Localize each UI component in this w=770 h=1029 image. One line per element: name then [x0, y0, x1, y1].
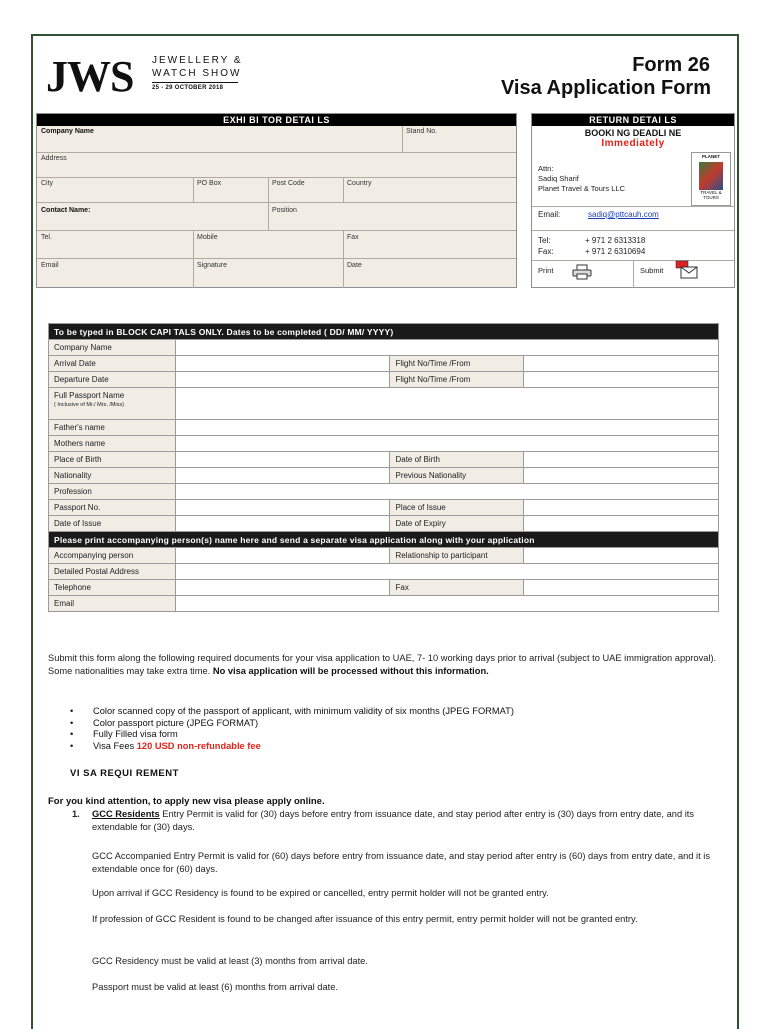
logo-divider: [152, 82, 238, 83]
position-field[interactable]: Position: [272, 207, 297, 214]
row-divider: [37, 152, 516, 153]
form-title: Visa Application Form: [500, 77, 711, 99]
printer-icon: [572, 264, 592, 280]
exhibitor-details-panel: [36, 113, 517, 288]
company-name-field[interactable]: Company Name: [41, 128, 94, 135]
list-item: [70, 741, 514, 753]
contact-name-field[interactable]: Contact Name:: [41, 207, 91, 214]
tel-field[interactable]: Tel.: [41, 234, 52, 241]
passport-validity-text: Passport must be valid at least (6) months from arrival date.: [92, 982, 338, 992]
planet-logo-art: [699, 162, 723, 190]
return-email-link[interactable]: sadiq@pttcauh.com: [588, 210, 659, 219]
list-item: • Color passport picture (JPEG FORMAT): [70, 718, 514, 730]
email-label: Email:: [538, 210, 561, 219]
departure-date-label: Departure Date: [49, 372, 176, 388]
submission-text: Submit this form along the following required documents for your visa application to UAE, 7- 10 working days prior to arrival (subject to UAE immigration approval). Some nationalities may take extra time.: [48, 653, 717, 676]
gcc-residents-body: Entry Permit is valid for (30) days before entry from issuance date, and stay period after entry is (30) days from entry date, and its extendable for (30) days.: [92, 809, 694, 832]
planet-logo-bottom: TRAVEL & TOURS: [700, 190, 722, 200]
attn-person: Sadiq Sharif: [538, 174, 579, 183]
gcc-residents-text: [72, 808, 722, 833]
relationship-input[interactable]: [524, 548, 719, 564]
attention-block: [538, 164, 625, 194]
pdf-mail-icon: [674, 260, 700, 280]
date-of-birth-label: Date of Birth: [390, 452, 524, 468]
form-number: Form 26: [632, 54, 710, 76]
postal-address-label: Detailed Postal Address: [49, 564, 176, 580]
mobile-field[interactable]: Mobile: [197, 234, 218, 241]
passport-no-input[interactable]: [175, 500, 390, 516]
country-field[interactable]: Country: [347, 180, 372, 187]
date-of-birth-input[interactable]: [524, 452, 719, 468]
col-divider: [193, 230, 194, 288]
post-code-field[interactable]: Post Code: [272, 180, 305, 187]
telephone-input[interactable]: [175, 580, 390, 596]
company-name-label: Company Name: [49, 340, 176, 356]
item-number: 1.: [72, 809, 80, 819]
residency-validity-text: GCC Residency must be valid at least (3) months from arrival date.: [92, 956, 368, 966]
fax-value: + 971 2 6310694: [585, 247, 646, 256]
return-details-panel: [531, 113, 735, 288]
previous-nationality-label: Previous Nationality: [390, 468, 524, 484]
visa-application-table: [48, 323, 719, 612]
previous-nationality-input[interactable]: [524, 468, 719, 484]
address-field[interactable]: Address: [41, 155, 67, 162]
table-header-accompanying: Please print accompanying person(s) name here and send a separate visa application along with your application: [49, 532, 719, 548]
passport-no-label: Passport No.: [49, 500, 176, 516]
arrival-flight-input[interactable]: [524, 356, 719, 372]
telephone-label: Telephone: [49, 580, 176, 596]
attention-line: For you kind attention, to apply new visa please apply online.: [48, 796, 325, 807]
mothers-name-label: Mothers name: [49, 436, 176, 452]
logo-line-1: JEWELLERY &: [152, 55, 243, 66]
departure-flight-input[interactable]: [524, 372, 719, 388]
full-passport-name-label: [49, 388, 176, 420]
email-input[interactable]: [175, 596, 718, 612]
required-documents-list: [70, 706, 514, 752]
table-header-instructions: To be typed in BLOCK CAPI TALS ONLY. Dates to be completed ( DD/ MM/ YYYY): [49, 324, 719, 340]
arrival-flight-label: Flight No/Time /From: [390, 356, 524, 372]
place-of-birth-input[interactable]: [175, 452, 390, 468]
place-of-birth-label: Place of Birth: [49, 452, 176, 468]
fees-value: 120 USD non-refundable fee: [136, 740, 261, 751]
date-of-expiry-label: Date of Expiry: [390, 516, 524, 532]
accompanying-person-label: Accompanying person: [49, 548, 176, 564]
nationality-input[interactable]: [175, 468, 390, 484]
logo-dates: 25 - 29 OCTOBER 2018: [152, 85, 224, 91]
list-item: • Color scanned copy of the passport of applicant, with minimum validity of six months (JPEG FORMAT): [70, 706, 514, 718]
stand-no-field[interactable]: Stand No.: [406, 128, 438, 135]
planet-travel-logo: [691, 152, 731, 206]
po-box-field[interactable]: PO Box: [197, 180, 222, 187]
fax-input[interactable]: [524, 580, 719, 596]
row-divider: [37, 258, 516, 259]
arrival-date-label: Arrival Date: [49, 356, 176, 372]
date-of-expiry-input[interactable]: [524, 516, 719, 532]
full-passport-name-input[interactable]: [175, 388, 718, 420]
date-field[interactable]: Date: [347, 262, 362, 269]
col-divider: [633, 260, 634, 288]
submit-button[interactable]: [640, 266, 663, 275]
return-details-title: RETURN DETAI LS: [532, 114, 734, 126]
tel-label: Tel:: [538, 236, 551, 245]
attn-label: Attn:: [538, 164, 554, 173]
col-divider: [402, 126, 403, 152]
date-of-issue-input[interactable]: [175, 516, 390, 532]
fathers-name-label: Father's name: [49, 420, 176, 436]
row-divider: [532, 206, 734, 207]
row-divider: [37, 202, 516, 203]
visa-requirement-heading: VI SA REQUI REMENT: [70, 768, 179, 779]
fax-field[interactable]: Fax: [347, 234, 359, 241]
email-field[interactable]: Email: [41, 262, 59, 269]
col-divider: [268, 177, 269, 230]
nationality-label: Nationality: [49, 468, 176, 484]
fees-label: Visa Fees: [93, 740, 135, 751]
departure-flight-label: Flight No/Time /From: [390, 372, 524, 388]
print-button[interactable]: [538, 266, 553, 275]
profession-input[interactable]: [175, 484, 718, 500]
row-divider: [532, 230, 734, 231]
company-name-input[interactable]: [175, 340, 718, 356]
booking-deadline-value: Immediately: [601, 138, 665, 149]
gcc-accompanied-text: GCC Accompanied Entry Permit is valid for (60) days before entry from issuance date, and stay period after entry is (60) days from entry date, and it is extendable once for (60) days.: [92, 851, 710, 874]
submission-warning: No visa application will be processed without this information.: [212, 665, 489, 676]
profession-change-text: If profession of GCC Resident is found to be changed after issuance of this entry permit, entry permit holder will not be granted entry.: [92, 914, 638, 924]
booking-deadline-label: BOOKI NG DEADLI NE: [584, 128, 682, 138]
fathers-name-input[interactable]: [175, 420, 718, 436]
accompanying-person-input[interactable]: [175, 548, 390, 564]
attn-company: Planet Travel & Tours LLC: [538, 184, 625, 193]
signature-field[interactable]: Signature: [197, 262, 227, 269]
exhibitor-details-title: EXHI BI TOR DETAI LS: [37, 114, 516, 126]
submission-instructions: [48, 652, 728, 677]
arrival-date-input[interactable]: [175, 356, 390, 372]
profession-label: Profession: [49, 484, 176, 500]
gcc-residents-item: [72, 808, 722, 833]
logo-line-2: WATCH SHOW: [152, 68, 242, 79]
relationship-label: Relationship to participant: [390, 548, 524, 564]
row-divider: [37, 177, 516, 178]
col-divider: [193, 177, 194, 202]
mothers-name-input[interactable]: [175, 436, 718, 452]
col-divider: [343, 177, 344, 202]
fax-label: Fax:: [538, 247, 554, 256]
col-divider: [343, 230, 344, 288]
row-divider: [37, 230, 516, 231]
postal-address-input[interactable]: [175, 564, 718, 580]
fax-label: Fax: [390, 580, 524, 596]
list-item: • Fully Filled visa form: [70, 729, 514, 741]
departure-date-input[interactable]: [175, 372, 390, 388]
place-of-issue-label: Place of Issue: [390, 500, 524, 516]
submit-label: Submit: [640, 266, 664, 275]
tel-value: + 971 2 6313318: [585, 236, 646, 245]
gcc-residents-heading: GCC Residents: [92, 809, 160, 819]
logo-mark: JWS: [46, 52, 134, 101]
email-label: Email: [49, 596, 176, 612]
inclusive-note: ( Inclusive of Mr./ Mrs. /Miss): [54, 402, 124, 408]
planet-logo-top: PLANET: [702, 154, 720, 159]
print-label: Print: [538, 266, 554, 275]
upon-arrival-text: Upon arrival if GCC Residency is found to be expired or cancelled, entry permit holder will not be granted entry.: [92, 888, 549, 898]
full-passport-name-text: Full Passport Name: [54, 391, 125, 400]
place-of-issue-input[interactable]: [524, 500, 719, 516]
date-of-issue-label: Date of Issue: [49, 516, 176, 532]
city-field[interactable]: City: [41, 180, 54, 187]
